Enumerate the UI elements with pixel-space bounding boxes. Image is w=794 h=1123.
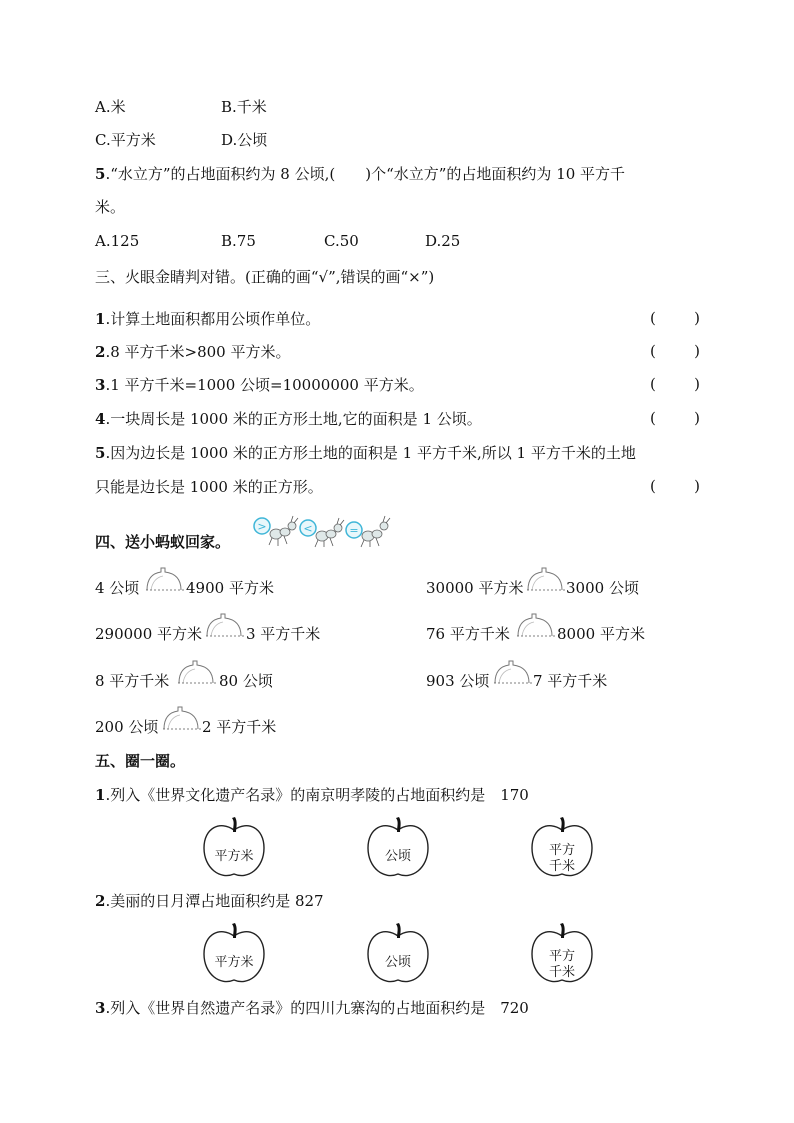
- compare-right: 4900 平方米: [186, 579, 274, 597]
- house-blank-icon[interactable]: [145, 566, 185, 594]
- apple-option-square-km[interactable]: 平方 千米: [528, 816, 596, 882]
- compare-right: 2 平方千米: [202, 718, 277, 736]
- option-b: B.千米: [221, 98, 267, 116]
- answer-blank[interactable]: ( ): [650, 375, 700, 393]
- apple-option-hectare[interactable]: 公顷: [364, 922, 432, 988]
- option-a: A.125: [95, 232, 140, 250]
- question-5-line2: 米。: [95, 198, 126, 216]
- answer-blank[interactable]: ( ): [650, 309, 700, 327]
- option-a: A.米: [95, 98, 126, 116]
- compare-left: 8 平方千米: [95, 672, 170, 690]
- ant-equal-icon: [346, 516, 390, 547]
- compare-right: 3000 公顷: [566, 579, 639, 597]
- apple-option-square-meter[interactable]: 平方米: [200, 816, 268, 882]
- compare-right: 8000 平方米: [557, 625, 645, 643]
- judge-item-3: 3.1 平方千米=1000 公顷=10000000 平方米。: [95, 376, 424, 394]
- judge-item-1: 1.计算土地面积都用公顷作单位。: [95, 310, 321, 328]
- compare-left: 76 平方千米: [426, 625, 510, 643]
- house-blank-icon[interactable]: [526, 566, 566, 594]
- circle-question-2: 2.美丽的日月潭占地面积约是 827: [95, 892, 324, 910]
- circle-question-3: 3.列入《世界自然遗产名录》的四川九寨沟的占地面积约是 720: [95, 999, 529, 1017]
- ant-symbol: =: [349, 524, 359, 537]
- ant-symbol: <: [303, 522, 313, 535]
- ant-symbol: >: [257, 520, 267, 533]
- compare-left: 30000 平方米: [426, 579, 524, 597]
- option-c: C.50: [324, 232, 359, 250]
- section-3-title: 三、火眼金睛判对错。(正确的画“√”,错误的画“×”): [95, 268, 435, 286]
- section-5-title: 五、圈一圈。: [95, 752, 186, 770]
- option-b: B.75: [221, 232, 256, 250]
- answer-blank[interactable]: ( ): [650, 409, 700, 427]
- option-c: C.平方米: [95, 131, 156, 149]
- house-blank-icon[interactable]: [205, 612, 245, 640]
- house-blank-icon[interactable]: [493, 659, 533, 687]
- house-blank-icon[interactable]: [177, 659, 217, 687]
- question-5-line1: 5.“水立方”的占地面积约为 8 公顷,( )个“水立方”的占地面积约为 10 平方千: [95, 165, 626, 183]
- compare-left: 200 公顷: [95, 718, 159, 736]
- compare-right: 7 平方千米: [533, 672, 608, 690]
- option-d: D.25: [425, 232, 461, 250]
- judge-item-5-line2: 只能是边长是 1000 米的正方形。: [95, 478, 323, 496]
- judge-item-5: 5.因为边长是 1000 米的正方形土地的面积是 1 平方千米,所以 1 平方千米的土地: [95, 444, 636, 462]
- judge-item-2: 2.8 平方千米>800 平方米。: [95, 343, 291, 361]
- compare-left: 290000 平方米: [95, 625, 203, 643]
- ant-less-icon: [300, 518, 344, 547]
- ant-illustration: [252, 512, 392, 552]
- judge-item-4: 4.一块周长是 1000 米的正方形土地,它的面积是 1 公顷。: [95, 410, 482, 428]
- ant-greater-icon: [254, 516, 298, 546]
- compare-left: 4 公顷: [95, 579, 140, 597]
- apple-option-hectare[interactable]: 公顷: [364, 816, 432, 882]
- option-d: D.公顷: [221, 131, 268, 149]
- apple-option-square-km[interactable]: 平方 千米: [528, 922, 596, 988]
- answer-blank[interactable]: ( ): [650, 477, 700, 495]
- house-blank-icon[interactable]: [516, 612, 556, 640]
- circle-question-1: 1.列入《世界文化遗产名录》的南京明孝陵的占地面积约是 170: [95, 786, 529, 804]
- section-4-title: 四、送小蚂蚁回家。: [95, 533, 231, 551]
- answer-blank[interactable]: ( ): [650, 342, 700, 360]
- compare-right: 80 公顷: [219, 672, 273, 690]
- compare-left: 903 公顷: [426, 672, 490, 690]
- apple-option-square-meter[interactable]: 平方米: [200, 922, 268, 988]
- house-blank-icon[interactable]: [162, 705, 202, 733]
- compare-right: 3 平方千米: [246, 625, 321, 643]
